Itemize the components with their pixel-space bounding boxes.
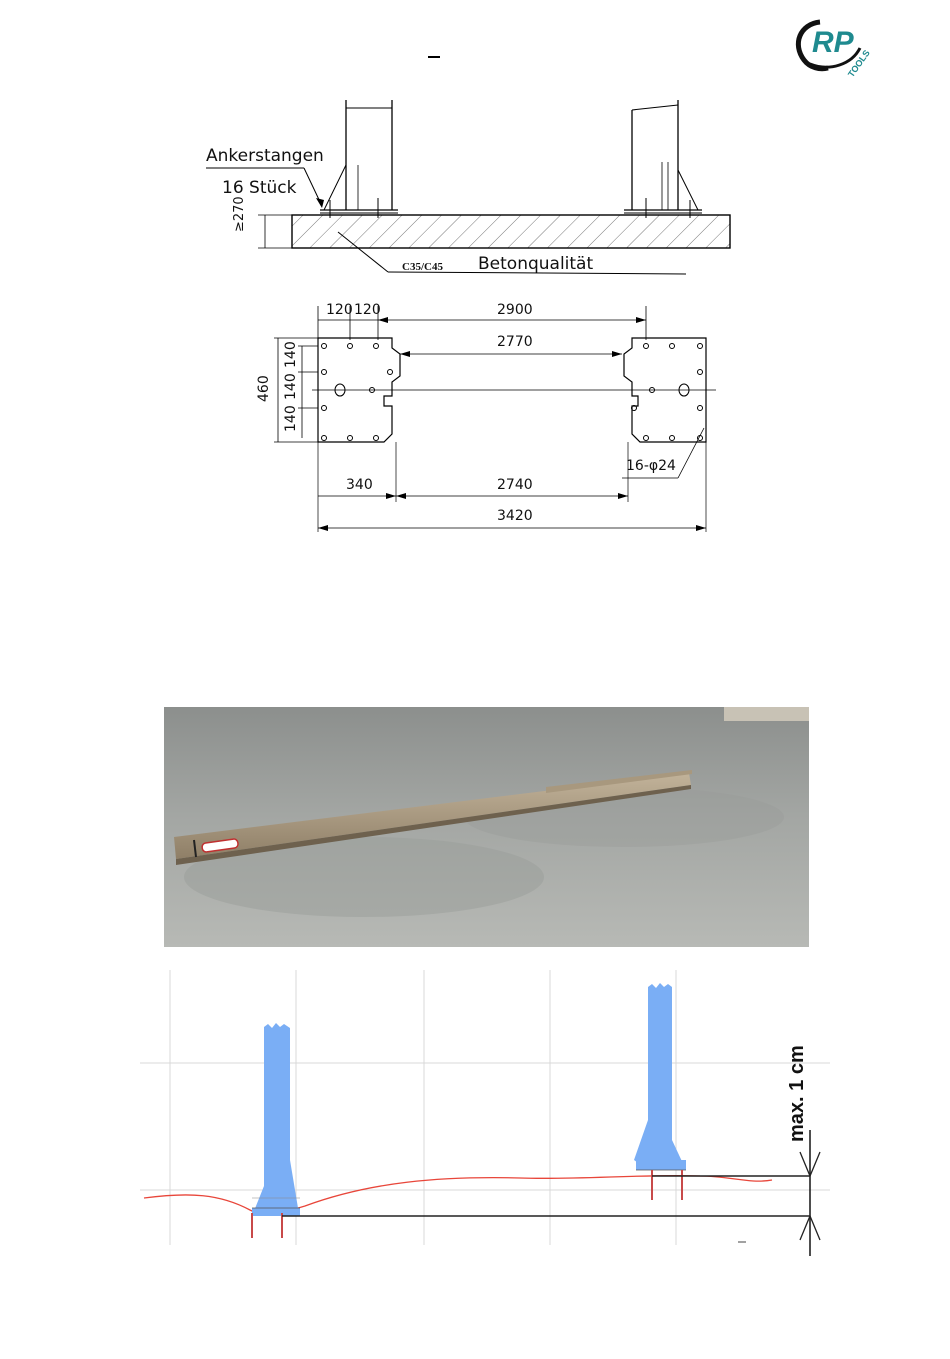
logo-subtitle: TOOLS bbox=[845, 48, 870, 80]
base-plate-plan-drawing bbox=[250, 300, 720, 540]
dim-140-middle: 140 bbox=[283, 373, 299, 400]
floor-profile-curve bbox=[144, 1176, 772, 1214]
dim-340: 340 bbox=[346, 477, 373, 493]
dim-460: 460 bbox=[256, 375, 272, 402]
logo-letters: RP bbox=[812, 26, 854, 59]
left-post bbox=[264, 1023, 290, 1208]
tolerance-label: max. 1 cm bbox=[786, 1045, 808, 1142]
spirit-level-photo bbox=[164, 707, 809, 947]
dim-2770: 2770 bbox=[497, 334, 533, 350]
dim-3420: 3420 bbox=[497, 508, 533, 524]
rp-tools-logo bbox=[790, 14, 870, 80]
concrete-quality-label: Betonqualität bbox=[478, 254, 594, 274]
anchor-rods-label: Ankerstangen bbox=[206, 146, 324, 166]
concrete-grade-label: C35/C45 bbox=[402, 261, 443, 273]
concrete-slab bbox=[292, 215, 730, 248]
right-post bbox=[648, 983, 672, 1170]
dim-120-right: 120 bbox=[354, 302, 381, 318]
dim-2900: 2900 bbox=[497, 302, 533, 318]
dim-140-bottom: 140 bbox=[283, 405, 299, 432]
anchor-holes-label: 16-φ24 bbox=[626, 458, 676, 474]
slab-depth-label: ≥270 bbox=[232, 196, 247, 232]
dim-120-left: 120 bbox=[326, 302, 353, 318]
header-dash bbox=[428, 56, 440, 58]
dim-2740: 2740 bbox=[497, 477, 533, 493]
anchor-count-label: 16 Stück bbox=[222, 178, 297, 198]
level-tolerance-diagram bbox=[140, 970, 830, 1260]
dim-140-top: 140 bbox=[283, 341, 299, 368]
